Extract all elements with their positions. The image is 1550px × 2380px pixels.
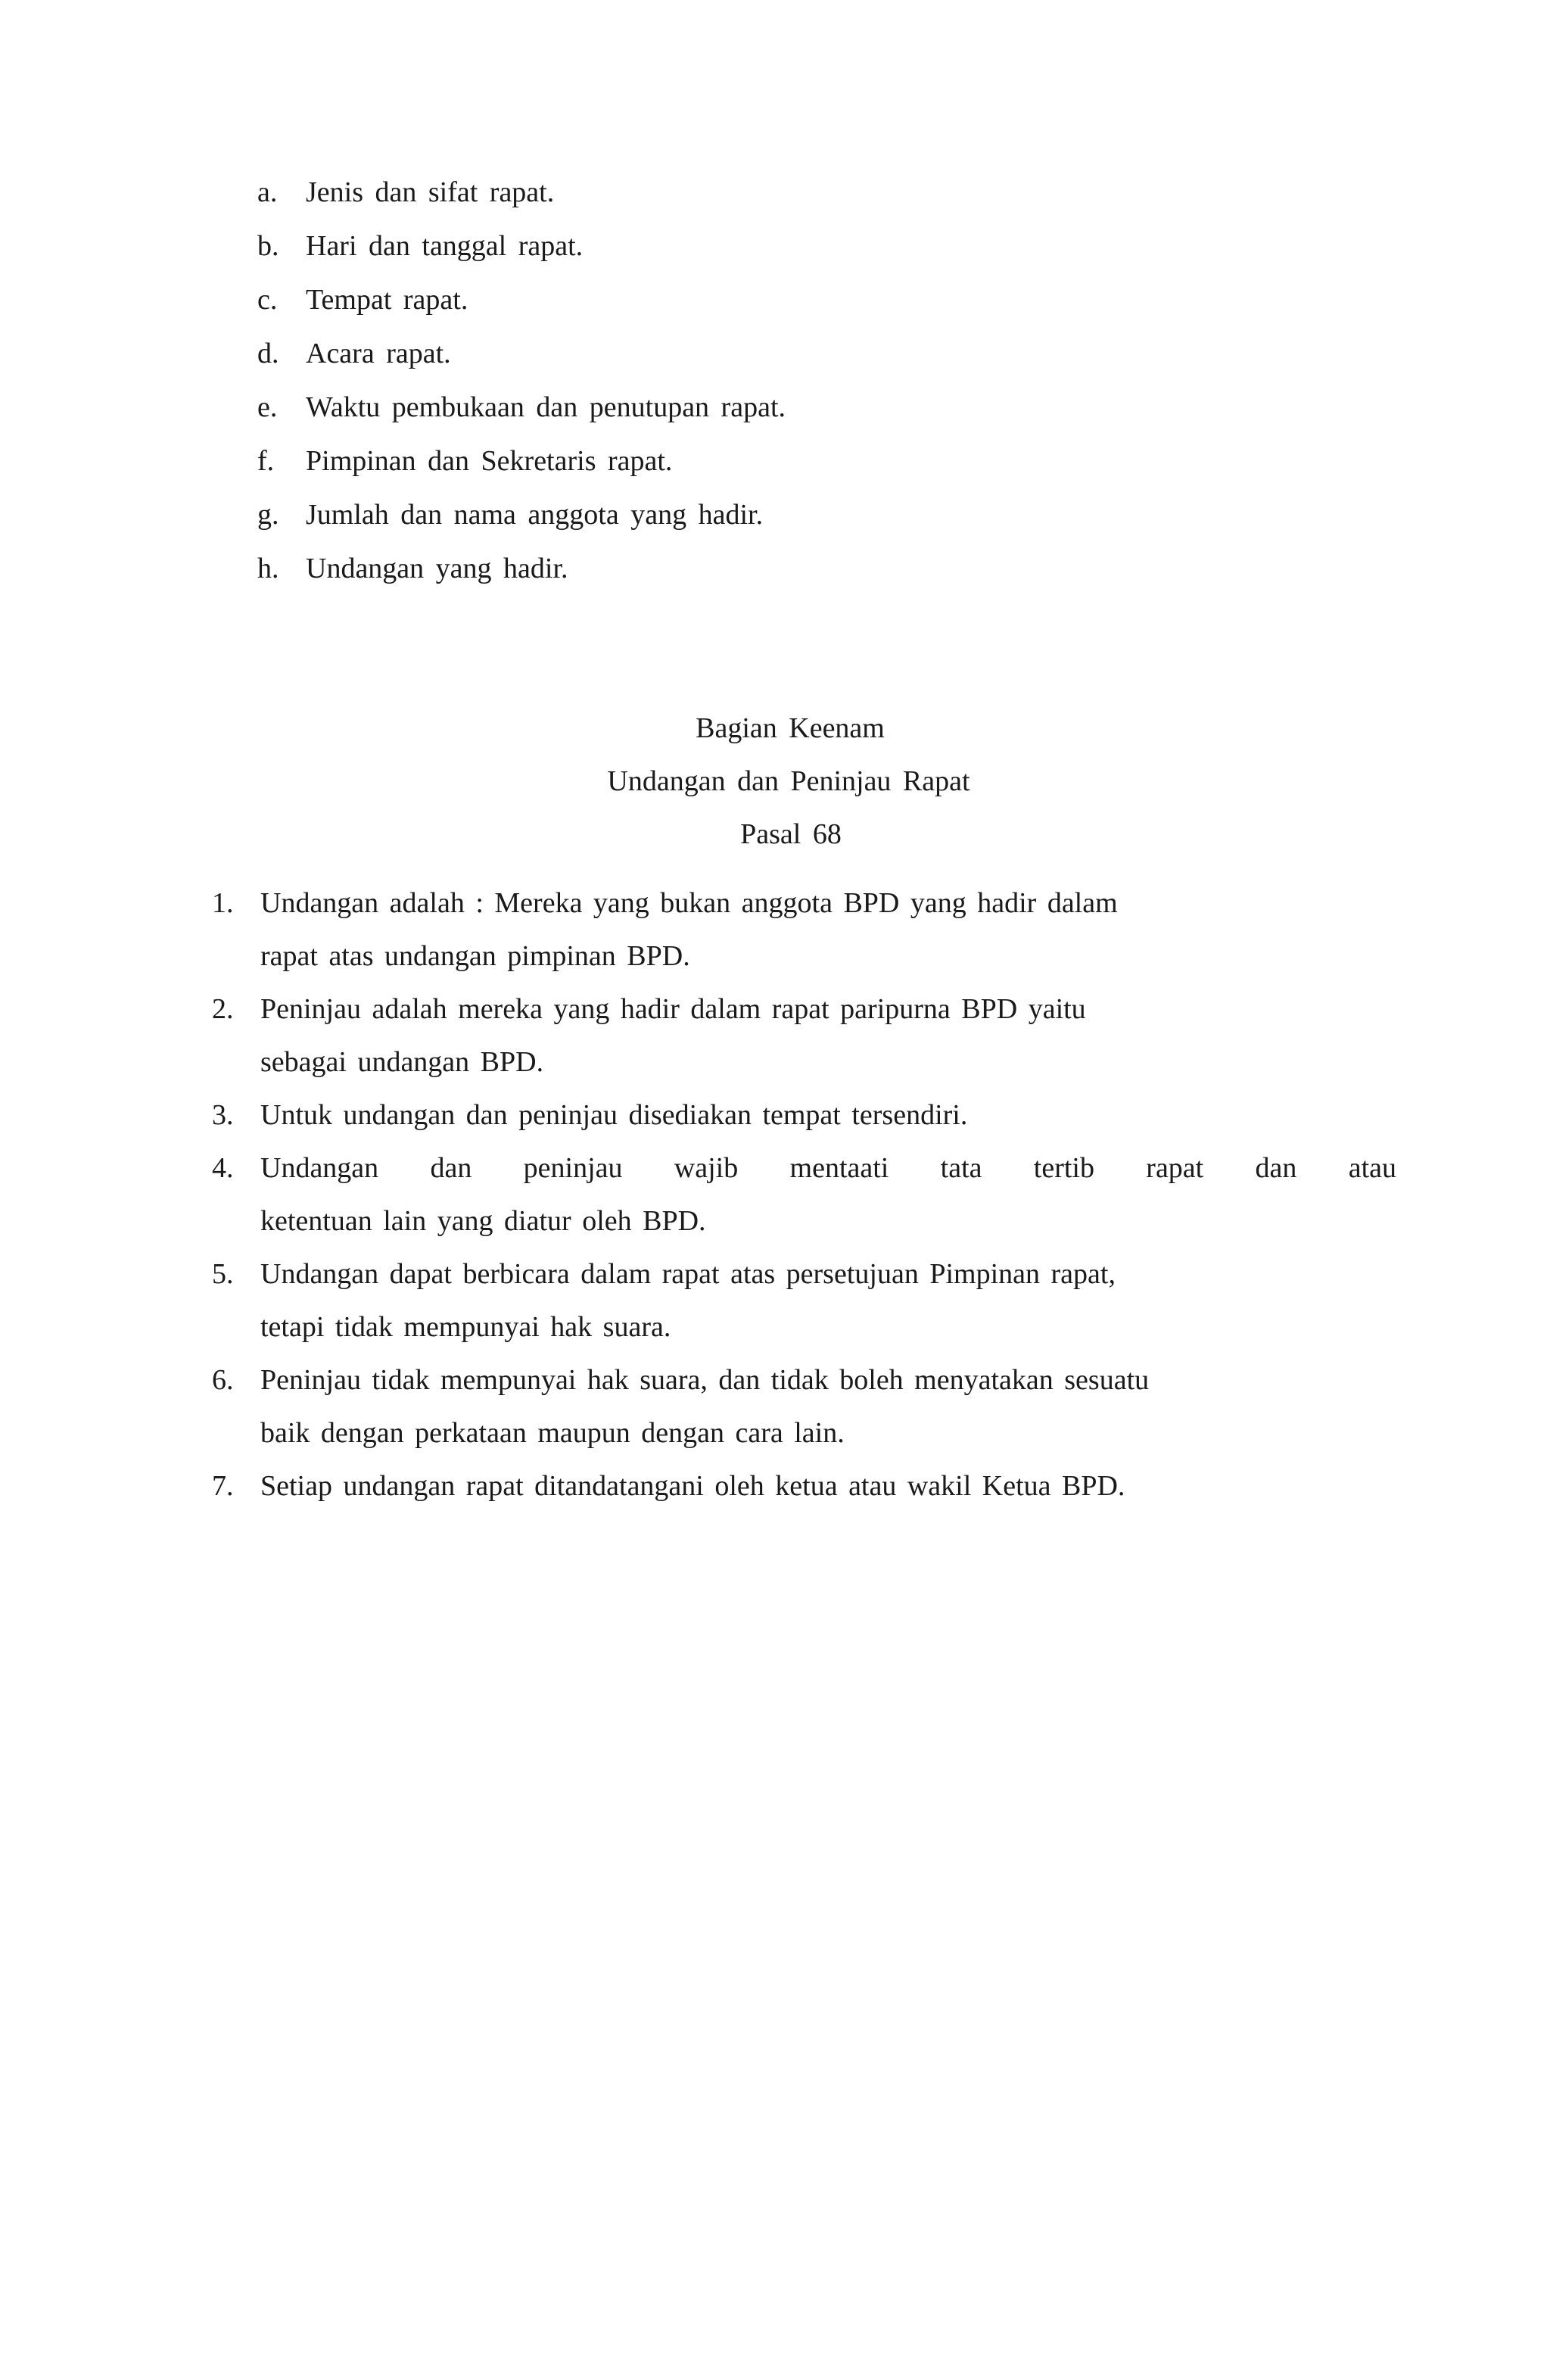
provisions-list xyxy=(212,877,1396,1512)
list-item-text: Hari dan tanggal rapat. xyxy=(306,230,584,262)
list-item xyxy=(257,391,1393,444)
provision-number: 3. xyxy=(212,1099,234,1131)
list-item xyxy=(257,444,1393,498)
list-marker: g. xyxy=(257,499,279,531)
provision-line: tetapi tidak mempunyai hak suara. xyxy=(260,1311,671,1343)
list-item-text: Undangan yang hadir. xyxy=(306,553,568,584)
provision-number: 4. xyxy=(212,1152,234,1184)
list-item xyxy=(257,229,1393,283)
list-item xyxy=(257,176,1393,229)
provision-number: 1. xyxy=(212,887,234,919)
provision-line: Undangan dan peninjau wajib mentaati tata tertib rapat dan atau xyxy=(260,1152,1396,1184)
provision-number: 7. xyxy=(212,1470,234,1502)
list-item xyxy=(257,498,1393,552)
list-item-text: Pimpinan dan Sekretaris rapat. xyxy=(306,445,673,477)
provision-text xyxy=(260,1142,1396,1248)
provision-item xyxy=(212,1089,1396,1142)
list-item-text: Jenis dan sifat rapat. xyxy=(306,176,555,208)
provision-line: Undangan dapat berbicara dalam rapat atas persetujuan Pimpinan rapat, xyxy=(260,1258,1116,1290)
provision-text xyxy=(260,1248,1396,1354)
provision-text xyxy=(260,1459,1396,1512)
provision-line: Setiap undangan rapat ditandatangani oleh ketua atau wakil Ketua BPD. xyxy=(260,1470,1125,1502)
list-item xyxy=(257,552,1393,606)
provision-line: sebagai undangan BPD. xyxy=(260,1046,544,1078)
section-heading xyxy=(0,712,1550,871)
list-marker: b. xyxy=(257,230,279,262)
provision-number: 2. xyxy=(212,993,234,1025)
provision-item xyxy=(212,1142,1396,1248)
list-marker: e. xyxy=(257,391,278,423)
provision-number: 6. xyxy=(212,1364,234,1396)
list-marker: d. xyxy=(257,338,279,369)
provision-line: Untuk undangan dan peninjau disediakan tempat tersendiri. xyxy=(260,1099,968,1131)
provision-number: 5. xyxy=(212,1258,234,1290)
provision-item xyxy=(212,1459,1396,1512)
provision-line: Undangan adalah : Mereka yang bukan anggota BPD yang hadir dalam xyxy=(260,887,1118,919)
provision-item xyxy=(212,1354,1396,1459)
provision-line: rapat atas undangan pimpinan BPD. xyxy=(260,940,690,972)
list-item-text: Tempat rapat. xyxy=(306,284,468,316)
provision-text xyxy=(260,1354,1396,1459)
list-marker: c. xyxy=(257,284,278,316)
list-item xyxy=(257,283,1393,337)
attendance-list xyxy=(257,176,1393,606)
provision-line: Peninjau adalah mereka yang hadir dalam rapat paripurna BPD yaitu xyxy=(260,993,1086,1025)
list-marker: a. xyxy=(257,176,278,208)
provision-line: ketentuan lain yang diatur oleh BPD. xyxy=(260,1205,706,1237)
list-marker: h. xyxy=(257,553,279,584)
provision-item xyxy=(212,877,1396,983)
provision-item xyxy=(212,983,1396,1089)
provision-text xyxy=(260,877,1396,983)
provision-line: Peninjau tidak mempunyai hak suara, dan tidak boleh menyatakan sesuatu xyxy=(260,1364,1150,1396)
list-item-text: Jumlah dan nama anggota yang hadir. xyxy=(306,499,764,531)
list-item-text: Acara rapat. xyxy=(306,338,451,369)
provision-text xyxy=(260,1089,1396,1142)
provision-item xyxy=(212,1248,1396,1354)
section-part-title: Bagian Keenam xyxy=(696,712,885,744)
list-marker: f. xyxy=(257,445,275,477)
list-item xyxy=(257,337,1393,391)
provision-text xyxy=(260,983,1396,1089)
list-item-text: Waktu pembukaan dan penutupan rapat. xyxy=(306,391,786,423)
article-title: Pasal 68 xyxy=(740,818,842,850)
provision-line: baik dengan perkataan maupun dengan cara lain. xyxy=(260,1417,845,1449)
section-title: Undangan dan Peninjau Rapat xyxy=(607,765,970,797)
